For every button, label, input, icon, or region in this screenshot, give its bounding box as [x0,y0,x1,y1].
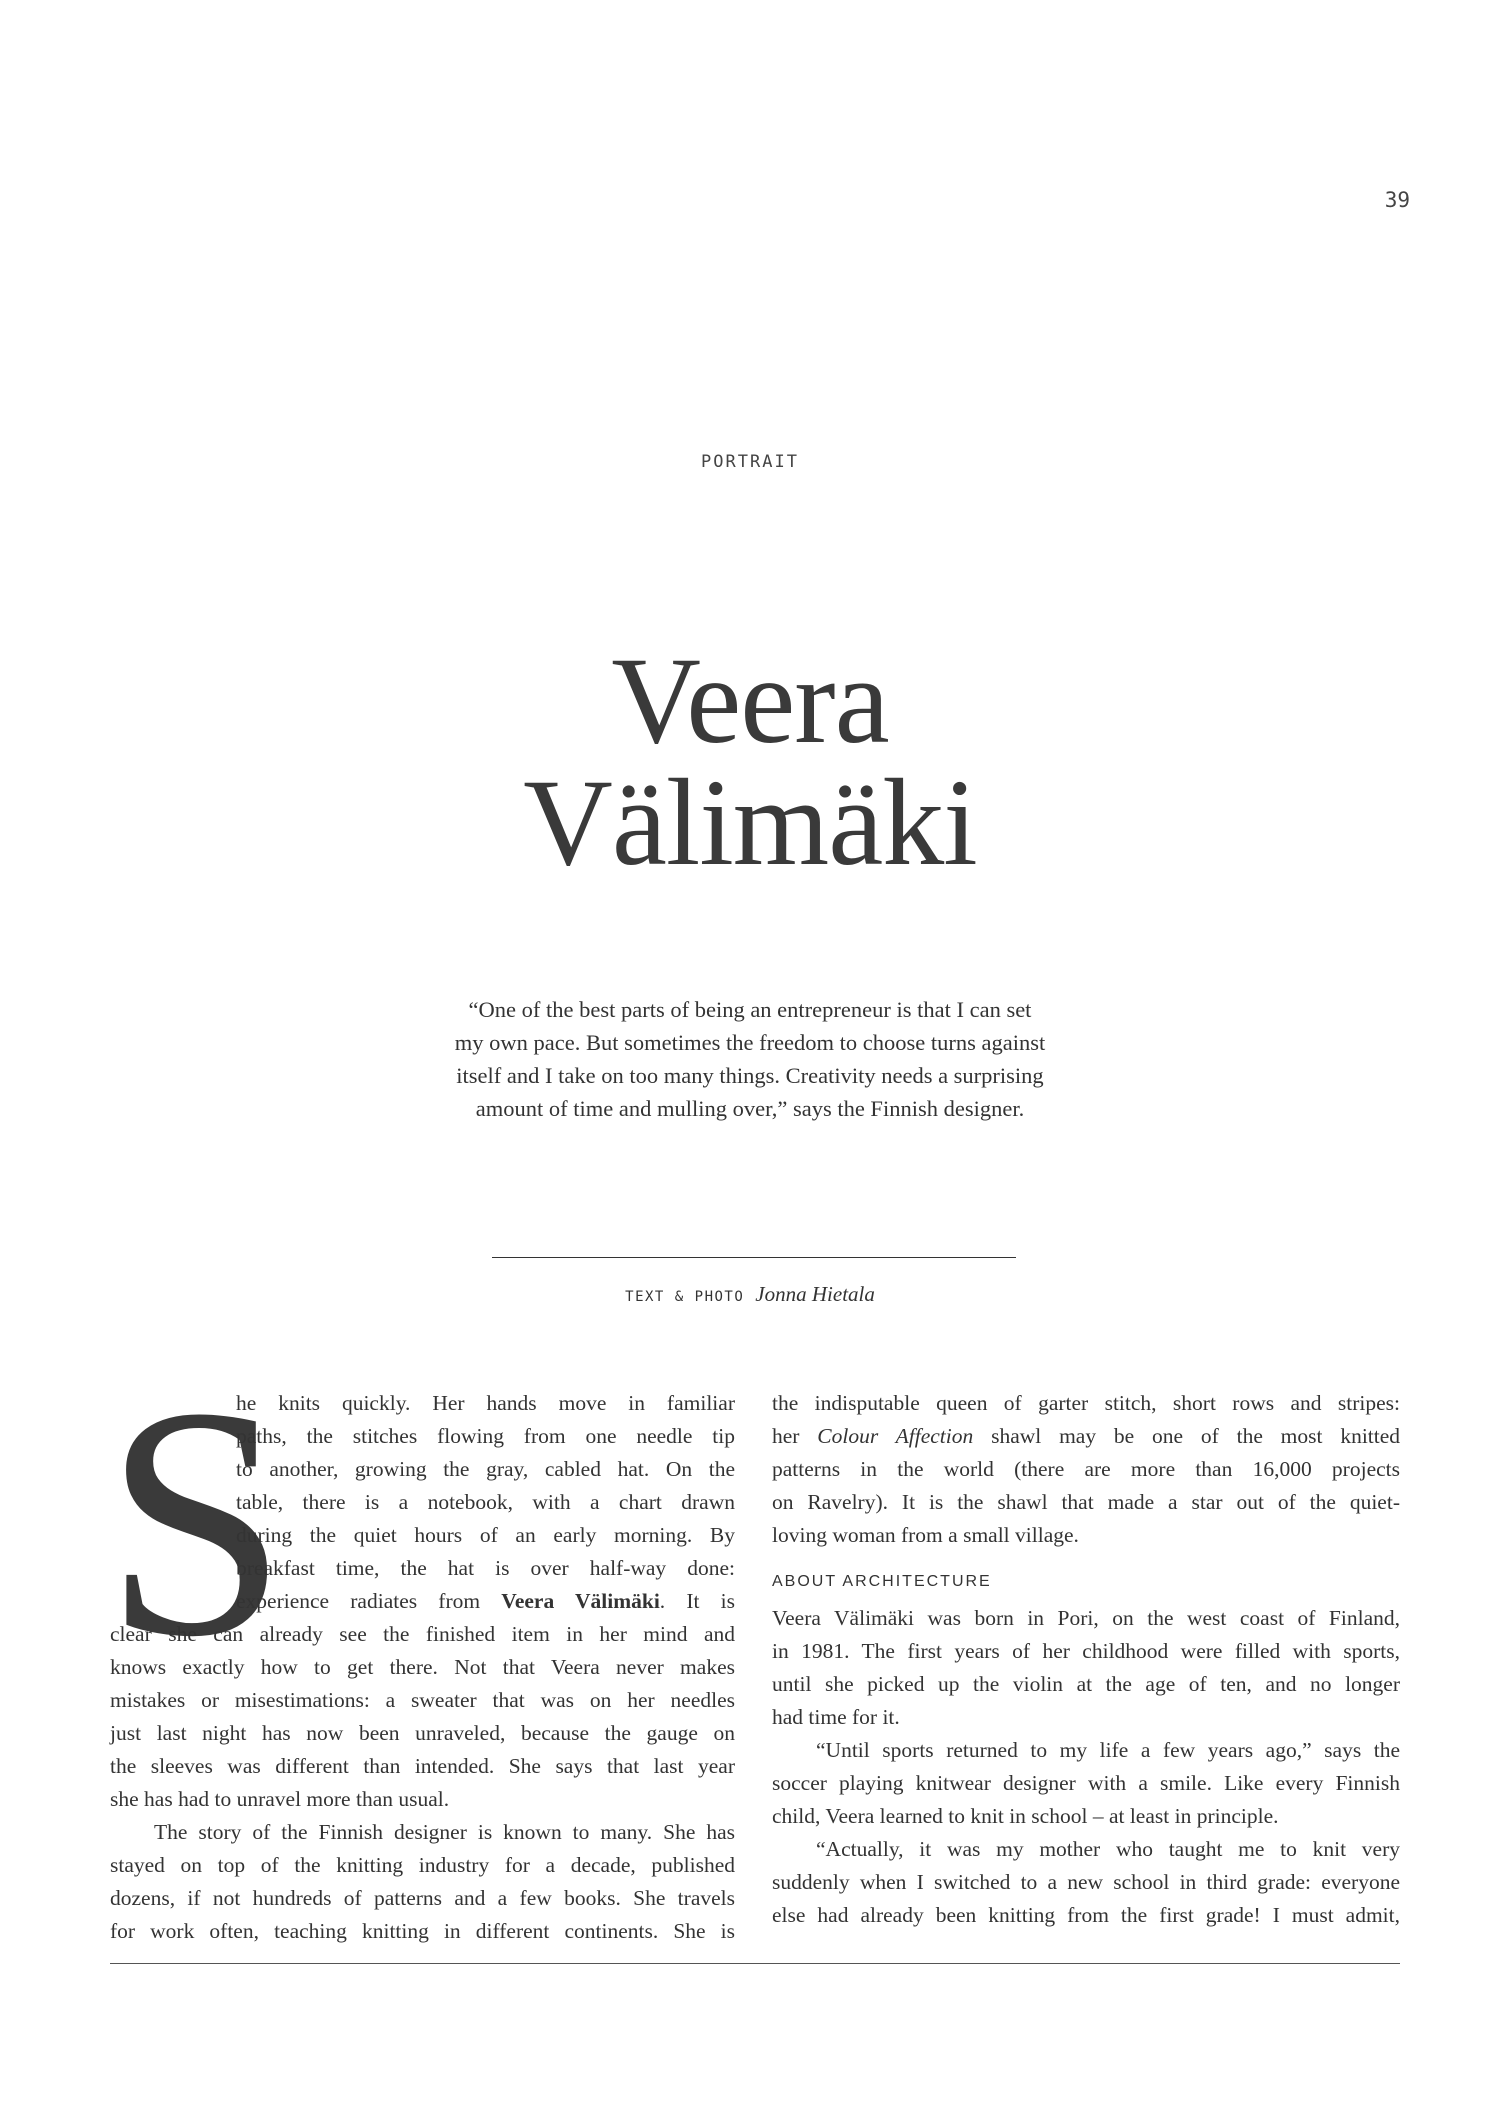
body-line: table, there is a notebook, with a chart drawn [236,1490,735,1514]
body-line: the sleeves was different than intended. She says that last year [110,1754,735,1778]
body-line: loving woman from a small village. [772,1523,1079,1547]
body-line: in 1981. The first years of her childhood were filled with sports, [772,1639,1400,1663]
lead-line: amount of time and mulling over,” says the Finnish designer. [475,1096,1025,1121]
page-number: 39 [1384,188,1410,212]
body-line: soccer playing knitwear designer with a smile. Like every Finnish [772,1771,1400,1795]
body-line: “Actually, it was my mother who taught me to knit very [816,1837,1400,1861]
byline-divider [492,1257,1016,1258]
body-line: to another, growing the gray, cabled hat. On the [236,1457,735,1481]
body-line: dozens, if not hundreds of patterns and a few books. She travels [110,1886,735,1910]
body-line: the indisputable queen of garter stitch, short rows and stripes: [772,1391,1400,1415]
body-text: . It is [659,1589,735,1613]
body-line: until she picked up the violin at the age of ten, and no longer [772,1672,1400,1696]
body-line: knows exactly how to get there. Not that Veera never makes [110,1655,735,1679]
body-line [110,1585,735,1618]
body-line: mistakes or misestimations: a sweater that was on her needles [110,1688,735,1712]
body-line: The story of the Finnish designer is known to many. She has [154,1820,735,1844]
body-line: breakfast time, the hat is over half-way done: [236,1556,735,1580]
lead-line: itself and I take on too many things. Creativity needs a surprising [456,1063,1044,1088]
body-line: “Until sports returned to my life a few years ago,” says the [816,1738,1400,1762]
body-text: her [772,1424,800,1448]
body-line: patterns in the world (there are more than 16,000 projects [772,1457,1400,1481]
lead-quote [405,993,1095,1125]
body-line: paths, the stitches flowing from one needle tip [236,1424,735,1448]
article-title [0,632,1500,891]
left-column [110,1387,735,1948]
pattern-title-italic: Colour Affection [817,1424,974,1448]
section-label: PORTRAIT [701,452,799,472]
body-line: on Ravelry). It is the shawl that made a star out of the quiet- [772,1490,1400,1514]
drop-cap: S [104,1340,288,1705]
title-first-name: Veera [611,632,889,769]
section-subhead: ABOUT ARCHITECTURE [772,1573,992,1590]
footer-divider [110,1963,1400,1964]
body-line: just last night has now been unraveled, because the gauge on [110,1721,735,1745]
byline [0,1282,1500,1307]
body-line: else had already been knitting from the first grade! I must admit, [772,1903,1400,1927]
byline-author: Jonna Hietala [755,1282,875,1306]
byline-label: TEXT & PHOTO [625,1289,745,1305]
body-line: stayed on top of the knitting industry for a decade, published [110,1853,735,1877]
body-line: during the quiet hours of an early morning. By [236,1523,735,1547]
designer-name-bold: Veera Välimäki [501,1589,660,1613]
body-line: for work often, teaching knitting in different continents. She is [110,1919,735,1943]
body-line: she has had to unravel more than usual. [110,1787,450,1811]
body-line: he knits quickly. Her hands move in familiar [236,1391,735,1415]
body-line: Veera Välimäki was born in Pori, on the west coast of Finland, [772,1606,1400,1630]
body-text: shawl may be one of the most knitted [991,1424,1401,1448]
body-line: child, Veera learned to knit in school – at least in principle. [772,1804,1279,1828]
lead-line: my own pace. But sometimes the freedom to choose turns against [454,1030,1046,1055]
body-line: had time for it. [772,1705,900,1729]
body-line: suddenly when I switched to a new school in third grade: everyone [772,1870,1400,1894]
body-text: experience radiates from [236,1589,481,1613]
lead-line: “One of the best parts of being an entrepreneur is that I can set [468,997,1032,1022]
title-last-name: Välimäki [523,754,977,891]
body-line: clear she can already see the finished item in her mind and [110,1622,735,1646]
body-line [772,1420,1400,1453]
right-column [772,1387,1400,1932]
